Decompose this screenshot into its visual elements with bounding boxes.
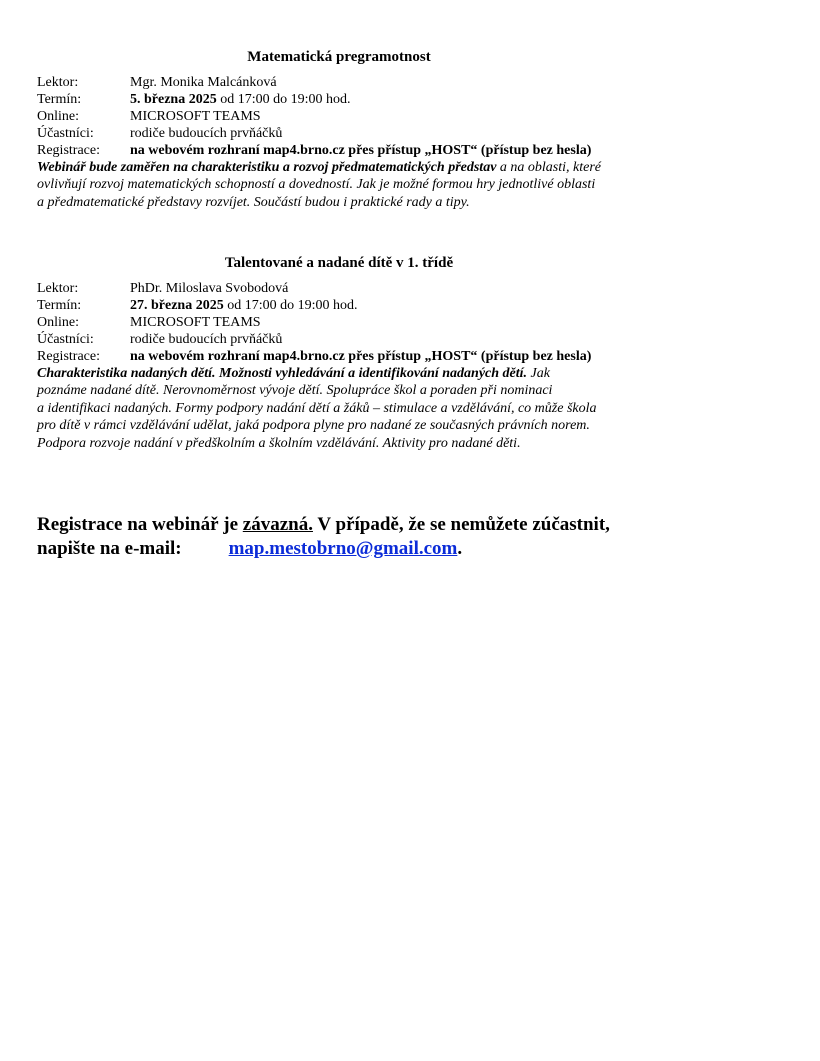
lektor-value: Mgr. Monika Malcánková	[130, 75, 277, 90]
termin-time: od 17:00 do 19:00 hod.	[223, 298, 358, 313]
binding-word: závazná.	[242, 514, 313, 535]
description-line: a předmatematické představy rozvíjet. Součástí budou i praktické rady a tipy.	[37, 194, 470, 210]
termin-date: 27. března 2025	[130, 298, 224, 313]
online-label: Online:	[37, 109, 79, 124]
registrace-label: Registrace:	[37, 143, 100, 158]
online-value: MICROSOFT TEAMS	[130, 315, 261, 330]
description-line: a identifikaci nadaných. Formy podpory nadání dětí a žáků – stimulace a vzdělávání, co může škola	[37, 400, 597, 416]
email-link[interactable]: map.mestobrno@gmail.com	[228, 538, 458, 559]
termin-row	[37, 91, 657, 108]
online-value: MICROSOFT TEAMS	[130, 109, 261, 124]
termin-label: Termín:	[37, 298, 82, 313]
ucastnici-row	[37, 125, 657, 142]
termin-row	[37, 297, 657, 314]
lektor-label: Lektor:	[37, 281, 79, 296]
notice-line-2: napište na e-mail: map.mestobrno@gmail.com.	[37, 538, 463, 559]
notice-line-1: Registrace na webinář je závazná. V případě, že se nemůžete zúčastnit,	[37, 514, 610, 535]
termin-date: 5. března 2025	[130, 92, 217, 107]
webinar-title: Talentované a nadané dítě v 1. třídě	[224, 255, 454, 271]
ucastnici-value: rodiče budoucích prvňáčků	[130, 332, 283, 347]
webinar-1	[37, 48, 657, 211]
online-row	[37, 314, 657, 331]
lektor-value: PhDr. Miloslava Svobodová	[130, 281, 289, 296]
lektor-row	[37, 74, 657, 91]
registrace-label: Registrace:	[37, 349, 100, 364]
ucastnici-row	[37, 331, 657, 348]
registrace-value: na webovém rozhraní map4.brno.cz přes přístup „HOST“ (přístup bez hesla)	[130, 349, 592, 364]
webinar-title: Matematická pregramotnost	[247, 49, 431, 65]
termin-label: Termín:	[37, 92, 82, 107]
online-label: Online:	[37, 315, 79, 330]
description-line: poznáme nadané dítě. Nerovnoměrnost vývoje dětí. Spolupráce škol a poraden při nominaci	[37, 383, 553, 399]
termin-time: od 17:00 do 19:00 hod.	[216, 92, 351, 107]
lektor-label: Lektor:	[37, 75, 79, 90]
ucastnici-label: Účastníci:	[37, 126, 94, 141]
ucastnici-label: Účastníci:	[37, 332, 94, 347]
registrace-row	[37, 348, 657, 365]
description-line: Webinář bude zaměřen na charakteristiku a rozvoj předmatematických představ a na oblasti, které	[37, 160, 602, 175]
description-line: Podpora rozvoje nadání v předškolním a školním vzdělávání. Aktivity pro nadané děti.	[37, 435, 521, 451]
description-line: pro dítě v rámci vzdělávání udělat, jaká podpora plyne pro nadané ze současných právních norem.	[37, 418, 590, 434]
online-row	[37, 108, 657, 125]
webinar-2	[37, 254, 657, 452]
lektor-row	[37, 280, 657, 297]
registrace-row	[37, 142, 657, 159]
registrace-value: na webovém rozhraní map4.brno.cz přes přístup „HOST“ (přístup bez hesla)	[130, 143, 592, 158]
registration-notice	[37, 513, 677, 561]
ucastnici-value: rodiče budoucích prvňáčků	[130, 126, 283, 141]
description-line: ovlivňují rozvoj matematických schopností a dovedností. Jak je možné formou hry jednotlivé oblasti	[37, 177, 596, 193]
email-label: napište na e-mail:	[37, 538, 182, 559]
description-line: Charakteristika nadaných dětí. Možnosti vyhledávání a identifikování nadaných dětí. Jak	[37, 366, 550, 381]
